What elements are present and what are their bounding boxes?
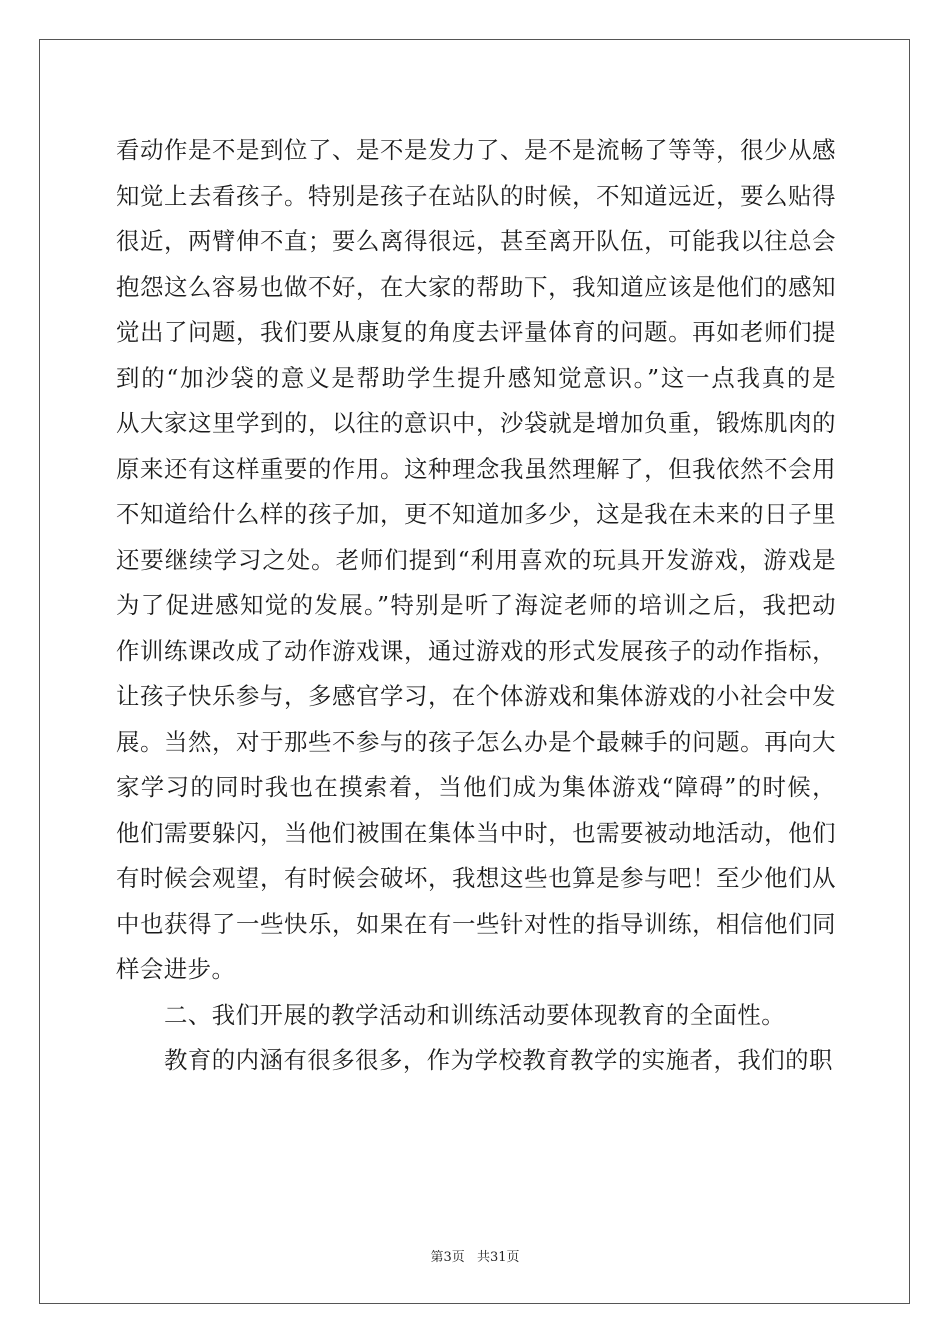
text-line: 家学习的同时我也在摸索着，当他们成为集体游戏“障碍”的时候， [116,773,836,801]
document-body [116,128,836,1084]
text-line: 有时候会观望，有时候会破坏，我想这些也算是参与吧！至少他们从 [116,864,836,892]
text-line: 原来还有这样重要的作用。这种理念我虽然理解了，但我依然不会用 [116,454,836,483]
text-line: 让孩子快乐参与，多感官学习，在个体游戏和集体游戏的小社会中发 [116,682,836,710]
page-footer [0,1246,950,1265]
paragraph-start: 教育的内涵有很多很多，作为学校教育教学的实施者，我们的职 [164,1046,833,1074]
text-line: 他们需要躲闪，当他们被围在集体当中时，也需要被动地活动，他们 [116,818,836,847]
section-heading: 二、我们开展的教学活动和训练活动要体现教育的全面性。 [164,1000,786,1029]
text-line: 还要继续学习之处。老师们提到“利用喜欢的玩具开发游戏，游戏是 [116,545,836,574]
text-line: 抱怨这么容易也做不好，在大家的帮助下，我知道应该是他们的感知 [116,272,836,301]
page-number: 第3页 [430,1250,465,1265]
text-line: 为了促进感知觉的发展。”特别是听了海淀老师的培训之后，我把动 [116,591,836,619]
text-line: 看动作是不是到位了、是不是发力了、是不是流畅了等等，很少从感 [116,136,836,164]
text-line: 作训练课改成了动作游戏课，通过游戏的形式发展孩子的动作指标， [116,636,836,665]
page-total: 共31页 [476,1250,520,1265]
text-line: 到的“加沙袋的意义是帮助学生提升感知觉意识。”这一点我真的是 [116,363,836,392]
text-line: 觉出了问题，我们要从康复的角度去评量体育的问题。再如老师们提 [116,318,836,346]
text-line: 从大家这里学到的，以往的意识中，沙袋就是增加负重，锻炼肌肉的 [116,409,836,437]
text-line: 很近，两臂伸不直；要么离得很远，甚至离开队伍，可能我以往总会 [116,227,836,255]
text-line: 中也获得了一些快乐，如果在有一些针对性的指导训练，相信他们同 [116,909,836,938]
text-line: 不知道给什么样的孩子加，更不知道加多少，这是我在未来的日子里 [116,500,836,528]
text-line: 样会进步。 [116,955,236,983]
text-line: 展。当然，对于那些不参与的孩子怎么办是个最棘手的问题。再向大 [116,727,836,756]
text-line: 知觉上去看孩子。特别是孩子在站队的时候，不知道远近，要么贴得 [116,181,836,210]
